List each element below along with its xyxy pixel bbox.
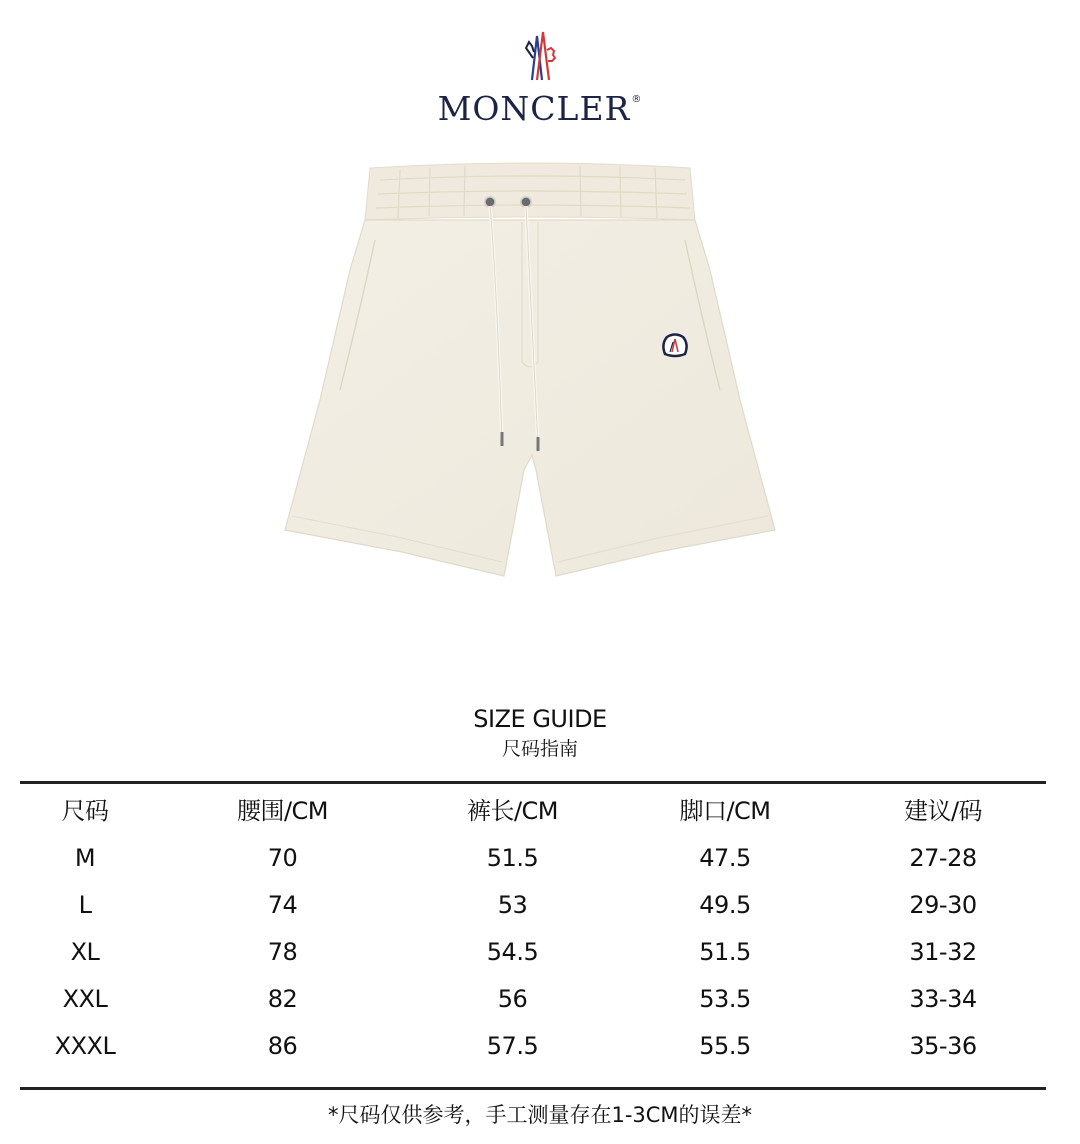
cell-length: 53 [497,891,528,919]
cell-length: 57.5 [486,1032,539,1060]
cell-size: M [74,844,96,872]
cell-suggested: 31-32 [909,938,977,966]
table-row [20,976,1046,1023]
size-guide-title: SIZE GUIDE [473,705,607,733]
table-top-rule [20,781,1046,784]
cell-leg-opening: 49.5 [699,891,751,919]
cell-length: 51.5 [486,844,539,872]
brand-wordmark: MONCLER® [437,89,643,128]
size-table [20,788,1046,1070]
cell-size: XXL [62,985,108,1013]
cell-size: L [78,891,92,919]
table-row [20,835,1046,882]
cell-leg-opening: 53.5 [699,985,751,1013]
column-header-size: 尺码 [61,797,109,825]
cell-leg-opening: 51.5 [699,938,751,966]
moncler-mountain-rooster-icon [520,28,560,82]
brand-logo [0,28,1080,127]
measurement-disclaimer: *尺码仅供参考，手工测量存在1-3CM的误差* [327,1103,753,1127]
cell-waist: 86 [267,1032,298,1060]
cell-waist: 74 [267,891,298,919]
cell-suggested: 27-28 [909,844,977,872]
column-header-suggested: 建议/码 [903,797,983,825]
cell-waist: 82 [267,985,298,1013]
cell-length: 56 [497,985,528,1013]
cell-waist: 70 [267,844,298,872]
cell-size: XL [70,938,100,966]
column-header-leg-opening: 脚口/CM [679,797,771,825]
table-bottom-rule [20,1087,1046,1090]
moncler-logo-patch-icon [663,335,686,357]
cell-suggested: 35-36 [909,1032,977,1060]
cell-suggested: 33-34 [909,985,977,1013]
table-row [20,929,1046,976]
table-row [20,1023,1046,1070]
column-header-waist: 腰围/CM [236,797,329,825]
cell-leg-opening: 55.5 [699,1032,751,1060]
column-header-length: 裤长/CM [466,797,559,825]
cell-length: 54.5 [486,938,539,966]
cell-leg-opening: 47.5 [699,844,751,872]
size-guide-subtitle: 尺码指南 [501,738,578,760]
cell-size: XXXL [54,1032,116,1060]
product-image-shorts [240,150,820,670]
table-row [20,882,1046,929]
cell-suggested: 29-30 [909,891,977,919]
table-header-row [20,788,1046,835]
cell-waist: 78 [267,938,298,966]
